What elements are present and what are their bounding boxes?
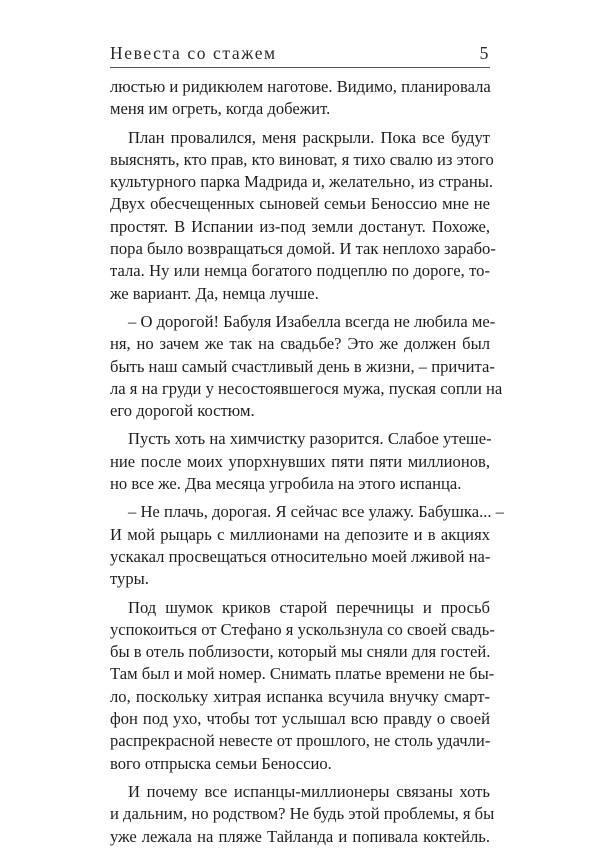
text-line: вого отпрыска семьи Беноссио.: [110, 753, 332, 773]
text-line: Двух обесчещенных сыновей семьи Беноссио мне не: [110, 194, 490, 214]
text-line: ло, поскольку хитрая испанка всучила внучку смарт-: [110, 686, 490, 706]
text-line: меня им огреть, когда добежит.: [110, 99, 331, 119]
text-line: ускакал просвещаться относительно моей лживой на-: [110, 546, 491, 566]
text-line: План провалился, меня раскрыли. Пока все будут: [128, 127, 490, 147]
paragraph: [110, 311, 503, 422]
paragraph: [110, 127, 496, 305]
running-title: Невеста со стажем: [110, 43, 277, 63]
running-header: [110, 38, 490, 64]
paragraph: [110, 597, 495, 775]
text-line: пора было возвращаться домой. И так неплохо зарабо-: [110, 239, 496, 259]
text-line: люстью и ридикюлем наготове. Видимо, планировала: [110, 77, 491, 96]
text-line: ня, но зачем же так на свадьбе? Это же должен был: [110, 334, 490, 354]
text-line: Там был и мой номер. Снимать платье времени не бы-: [110, 664, 495, 684]
text-line: фон под ухо, чтобы тот услышал всю правду о своей: [110, 709, 490, 729]
text-line: но все же. Два месяца угробила на этого испанца.: [110, 474, 462, 494]
body-text: [110, 76, 504, 854]
text-line: культурного парка Мадрида и, желательно, из страны.: [110, 172, 494, 192]
text-line: Пусть хоть на химчистку разорится. Слабое утеше-: [128, 429, 492, 449]
text-line: И мой рыцарь с миллионами на депозите и в акциях: [110, 524, 490, 544]
text-line: бы в отель поблизости, который мы сняли для гостей.: [110, 642, 491, 662]
text-line: – Не плачь, дорогая. Я сейчас все улажу. Бабушка... –: [128, 502, 504, 522]
text-line: ла я на груди у несостоявшегося мужа, пуская сопли на: [110, 378, 503, 398]
text-line: – О дорогой! Бабуля Изабелла всегда не любила ме-: [128, 311, 496, 331]
paragraph: [110, 428, 490, 495]
text-line: простят. В Испании из-под земли достанут. Похоже,: [110, 216, 490, 236]
text-line: же вариант. Да, немца лучше.: [110, 283, 319, 303]
text-line: Под шумок криков старой перечницы и просьб: [128, 597, 490, 617]
text-line: туры.: [110, 569, 149, 589]
text-line: И почему все испанцы-миллионеры связаны хоть: [128, 781, 490, 801]
text-line: тала. Ну или немца богатого подцеплю по дороге, то-: [110, 261, 490, 281]
text-line: его дорогой костюм.: [110, 401, 255, 421]
text-line: выяснять, кто прав, кто виноват, я тихо свалю из этого: [110, 149, 494, 169]
text-line: ние после моих упорхнувших пяти пяти миллионов,: [110, 451, 490, 471]
text-line: и дальним, но родством? Не будь этой проблемы, я бы: [110, 804, 495, 824]
paragraph: [110, 781, 495, 848]
text-line: уже лежала на пляже Тайланда и попивала коктейль.: [110, 826, 490, 846]
paragraph: [110, 501, 504, 590]
header-rule: [110, 67, 490, 68]
text-line: успокоиться от Стефано я ускользнула со своей свадь-: [110, 619, 495, 639]
text-line: быть наш самый счастливый день в жизни, – причита-: [110, 356, 495, 376]
text-line: распрекрасной невесте от прошлого, не столь удачли-: [110, 731, 491, 751]
paragraph: [110, 76, 490, 121]
page-number: 5: [479, 43, 490, 63]
